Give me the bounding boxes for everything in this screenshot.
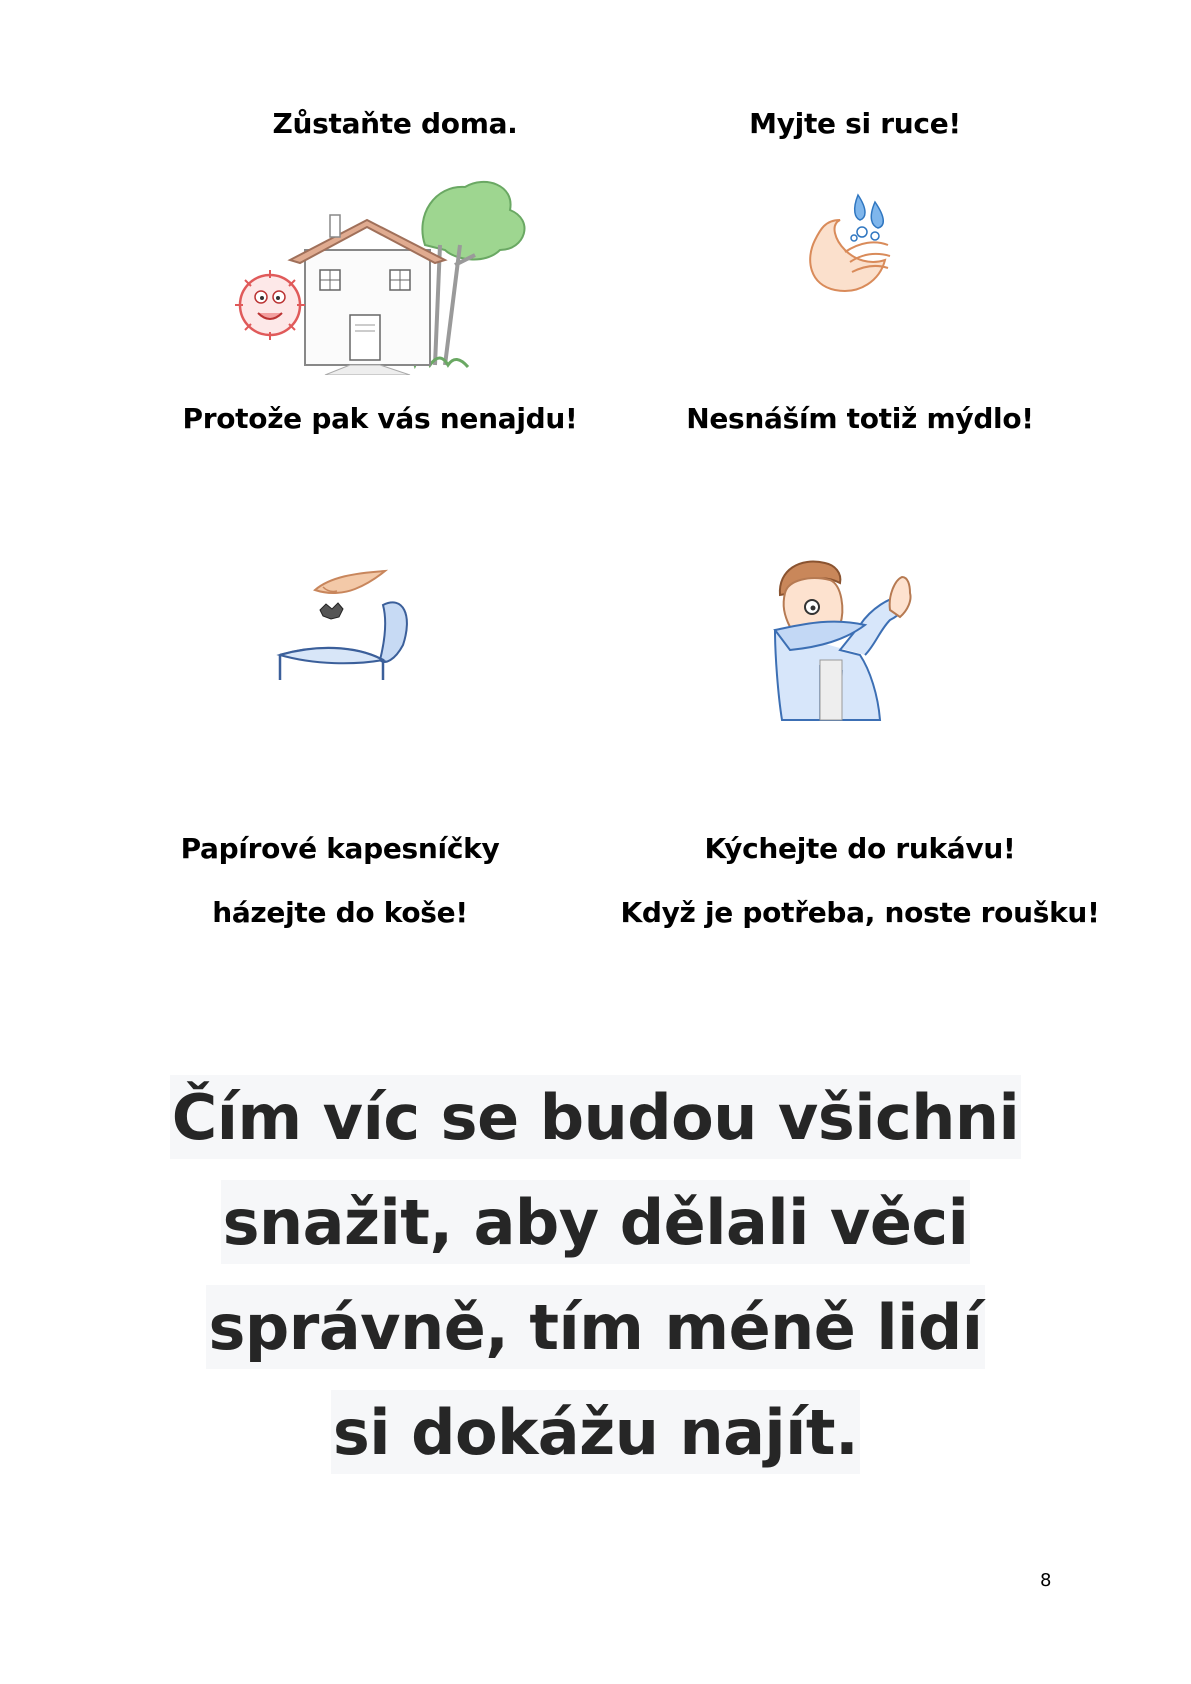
sneeze-into-sleeve-icon — [770, 555, 915, 725]
card-caption-tissues-line1: Papírové kapesníčky — [180, 832, 500, 865]
tissue-in-bin-icon — [275, 565, 425, 680]
card-caption-wash-hands: Nesnáším totiž mýdlo! — [686, 402, 1034, 435]
message-line-3: správně, tím méně lidí — [0, 1285, 1191, 1369]
card-caption-stay-home: Protože pak vás nenajdu! — [182, 402, 578, 435]
card-title-wash-hands: Myjte si ruce! — [749, 107, 961, 140]
card-caption-sneeze-line1: Kýchejte do rukávu! — [704, 832, 1016, 865]
card-caption-sneeze-line2: Když je potřeba, noste roušku! — [620, 896, 1100, 929]
page-number: 8 — [1040, 1570, 1052, 1591]
house-with-virus-icon — [230, 175, 540, 375]
message-line-1: Čím víc se budou všichni — [0, 1075, 1191, 1159]
hand-washing-icon — [800, 190, 910, 305]
card-caption-tissues-line2: házejte do koše! — [212, 896, 468, 929]
card-title-stay-home: Zůstaňte doma. — [272, 107, 518, 140]
message-line-4: si dokážu najít. — [0, 1390, 1191, 1474]
message-line-2: snažit, aby dělali věci — [0, 1180, 1191, 1264]
